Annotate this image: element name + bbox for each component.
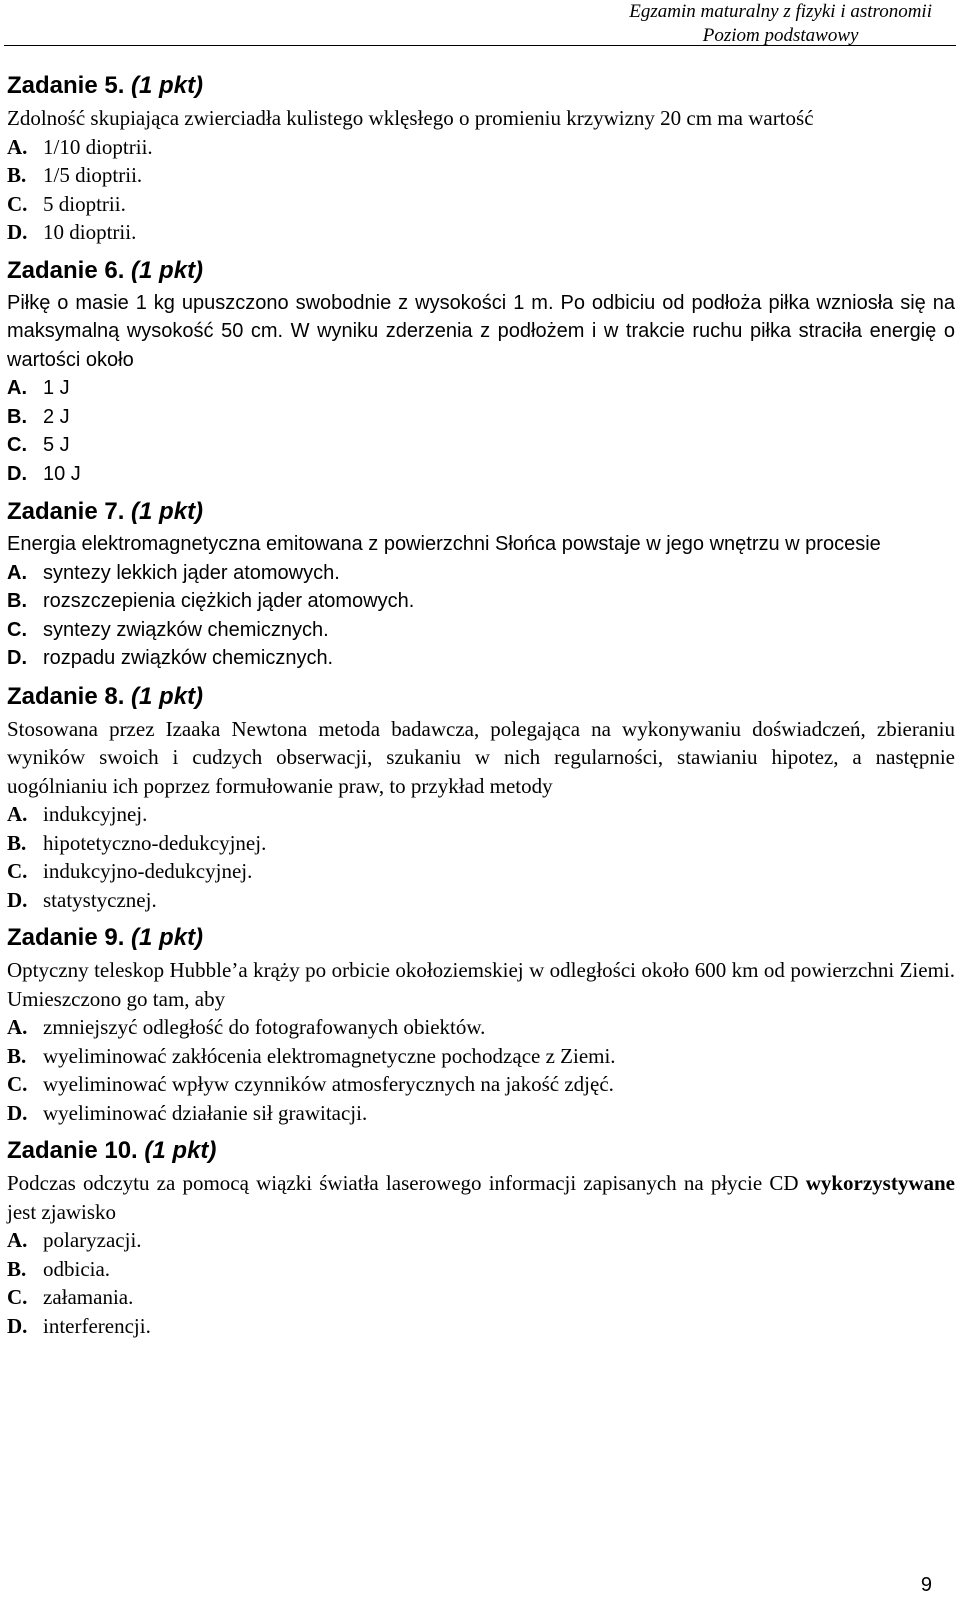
- option-text: wyeliminować zakłócenia elektromagnetyczne pochodzące z Ziemi.: [43, 1043, 616, 1068]
- answer-option-a: [7, 800, 955, 829]
- task-points: (1 pkt): [131, 924, 204, 951]
- option-text: syntezy lekkich jąder atomowych.: [43, 561, 340, 584]
- option-text: 1/5 dioptrii.: [43, 163, 143, 187]
- answer-option-b: [7, 1255, 955, 1284]
- answer-option-a: [7, 133, 955, 162]
- header-level: Poziom podstawowy: [702, 25, 859, 46]
- option-letter: D.: [7, 887, 28, 912]
- task-number: Zadanie 5.: [7, 72, 125, 99]
- answer-options: [7, 559, 955, 673]
- answer-options: [7, 1226, 955, 1340]
- header-divider: [4, 45, 956, 46]
- answer-option-b: [7, 1042, 955, 1071]
- option-letter: D.: [7, 462, 27, 485]
- option-letter: B.: [7, 405, 27, 428]
- task-number: Zadanie 8.: [7, 682, 125, 710]
- answer-option-b: [7, 829, 955, 858]
- answer-options: [7, 374, 955, 488]
- header-exam-title: Egzamin maturalny z fizyki i astronomii: [629, 1, 932, 22]
- option-text: 10 J: [43, 462, 81, 485]
- answer-option-a: [7, 374, 955, 403]
- option-text: odbicia.: [43, 1256, 111, 1281]
- option-text: 5 J: [43, 434, 70, 456]
- task-points: (1 pkt): [131, 72, 204, 99]
- task-8: [7, 683, 955, 915]
- task-number: Zadanie 6.: [7, 256, 125, 284]
- task-7: [7, 498, 955, 673]
- option-text: zmniejszyć odległość do fotografowanych obiektów.: [43, 1015, 486, 1039]
- question-emphasis: wykorzystywane: [805, 1171, 956, 1195]
- task-question: Piłkę o masie 1 kg upuszczono swobodnie z wysokości 1 m. Po odbiciu od podłoża piłka wzniosła się na maksymalną wysokość 50 cm. W wyniku zderzenia z podłożem i w trakcie ruchu piłka straciła energię o wartości około: [7, 291, 955, 371]
- task-9: [7, 924, 955, 1127]
- answer-option-b: [7, 587, 955, 616]
- task-points: (1 pkt): [131, 498, 204, 525]
- answer-option-a: [7, 1226, 955, 1255]
- answer-option-d: [7, 1099, 955, 1128]
- answer-option-d: [7, 460, 955, 489]
- answer-options: [7, 133, 955, 247]
- answer-option-c: [7, 616, 955, 645]
- task-title: [7, 924, 955, 952]
- task-question: Energia elektromagnetyczna emitowana z powierzchni Słońca powstaje w jego wnętrzu w procesie: [7, 533, 881, 555]
- option-letter: C.: [7, 1285, 28, 1309]
- option-letter: C.: [7, 1072, 28, 1096]
- answer-option-a: [7, 1013, 955, 1042]
- question-text-start: Podczas odczytu za pomocą wiązki światła laserowego informacji zapisanych na płycie CD: [7, 1171, 799, 1195]
- option-letter: B.: [7, 590, 27, 612]
- option-text: indukcyjno-dedukcyjnej.: [43, 859, 253, 883]
- task-points: (1 pkt): [131, 256, 204, 284]
- answer-option-a: [7, 559, 955, 588]
- option-text: syntezy związków chemicznych.: [43, 618, 329, 641]
- task-10: [7, 1137, 955, 1340]
- task-points: (1 pkt): [144, 1137, 217, 1164]
- option-letter: C.: [7, 434, 27, 456]
- option-letter: D.: [7, 1100, 28, 1125]
- answer-option-d: [7, 644, 955, 673]
- option-text: wyeliminować wpływ czynników atmosferycznych na jakość zdjęć.: [43, 1072, 614, 1096]
- answer-option-c: [7, 1283, 955, 1312]
- answer-option-c: [7, 1070, 955, 1099]
- answer-options: [7, 800, 955, 914]
- option-text: 5 dioptrii.: [43, 191, 126, 216]
- answer-option-b: [7, 161, 955, 190]
- task-question: [7, 1169, 955, 1226]
- answer-option-b: [7, 403, 955, 432]
- page-header: [629, 0, 932, 48]
- option-letter: D.: [7, 1313, 28, 1338]
- option-text: wyeliminować działanie sił grawitacji.: [43, 1100, 368, 1125]
- answer-options: [7, 1013, 955, 1127]
- option-text: statystycznej.: [43, 887, 157, 912]
- option-letter: A.: [7, 561, 27, 584]
- task-question: Optyczny teleskop Hubble’a krąży po orbicie okołoziemskiej w odległości około 600 km od powierzchni Ziemi. Umieszczono go tam, aby: [7, 958, 955, 1011]
- option-letter: D.: [7, 647, 27, 669]
- task-number: Zadanie 9.: [7, 924, 125, 951]
- page-content: [7, 62, 955, 1340]
- option-letter: A.: [7, 802, 28, 826]
- option-text: indukcyjnej.: [43, 802, 148, 826]
- option-text: załamania.: [43, 1285, 134, 1309]
- option-letter: C.: [7, 618, 27, 641]
- option-letter: D.: [7, 220, 28, 244]
- option-text: 1/10 dioptrii.: [43, 134, 153, 159]
- option-text: 2 J: [43, 405, 70, 428]
- question-text-end: jest zjawisko: [7, 1199, 117, 1224]
- task-title: [7, 257, 955, 285]
- task-title: [7, 72, 955, 100]
- answer-option-d: [7, 218, 955, 247]
- option-letter: A.: [7, 134, 28, 159]
- answer-option-c: [7, 857, 955, 886]
- answer-option-d: [7, 886, 955, 915]
- option-letter: B.: [7, 1256, 27, 1281]
- option-letter: A.: [7, 1228, 28, 1252]
- option-letter: A.: [7, 1015, 28, 1039]
- task-number: Zadanie 10.: [7, 1137, 138, 1164]
- option-text: polaryzacji.: [43, 1228, 142, 1252]
- answer-option-c: [7, 190, 955, 219]
- option-text: 1 J: [43, 377, 70, 399]
- answer-option-d: [7, 1312, 955, 1341]
- task-question: Stosowana przez Izaaka Newtona metoda badawcza, polegająca na wykonywaniu doświadczeń, zbieraniu wyników swoich i cudzych obserwacji, szukaniu w nich regularności, stawianiu hipotez, a następnie uogólnianiu ich poprzez formułowanie praw, to przykład metody: [7, 716, 955, 798]
- task-points: (1 pkt): [131, 682, 204, 710]
- option-letter: B.: [7, 1043, 27, 1068]
- option-text: 10 dioptrii.: [43, 220, 137, 244]
- task-5: [7, 72, 955, 247]
- task-title: [7, 1137, 955, 1165]
- option-letter: C.: [7, 859, 28, 883]
- option-text: interferencji.: [43, 1313, 151, 1338]
- option-letter: B.: [7, 830, 27, 855]
- task-question: Zdolność skupiająca zwierciadła kulistego wklęsłego o promieniu krzywizny 20 cm ma wartość: [7, 106, 814, 130]
- answer-option-c: [7, 431, 955, 460]
- option-letter: A.: [7, 377, 27, 399]
- option-letter: C.: [7, 191, 28, 216]
- task-6: [7, 257, 955, 489]
- task-number: Zadanie 7.: [7, 498, 125, 525]
- task-title: [7, 498, 955, 526]
- option-letter: B.: [7, 163, 27, 187]
- option-text: rozszczepienia ciężkich jąder atomowych.: [43, 590, 415, 612]
- page-number: 9: [920, 1574, 932, 1596]
- option-text: hipotetyczno-dedukcyjnej.: [43, 830, 267, 855]
- option-text: rozpadu związków chemicznych.: [43, 647, 334, 669]
- task-title: [7, 683, 955, 711]
